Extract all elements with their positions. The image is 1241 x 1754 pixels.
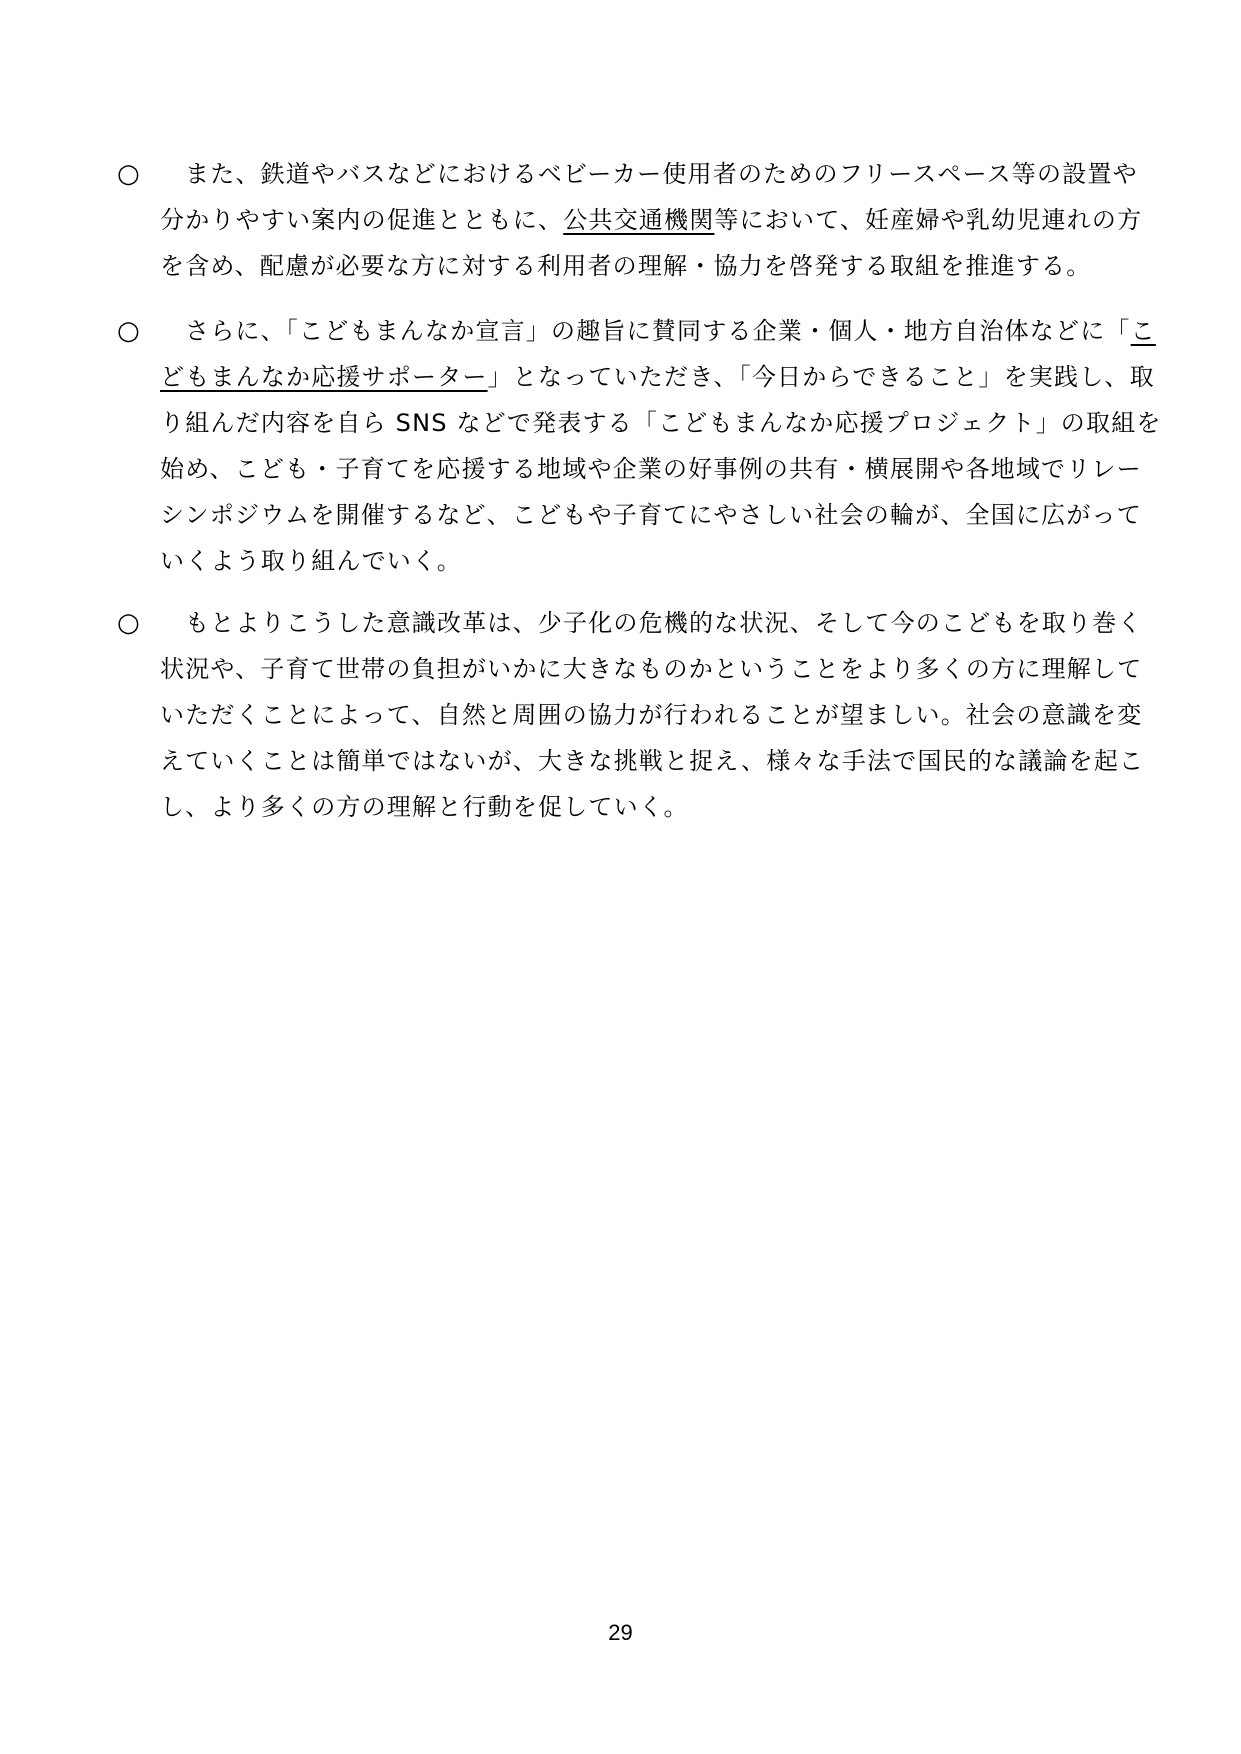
text-line [160, 784, 1140, 830]
text-span: いくよう取り組んでいく。 [160, 547, 462, 575]
text-span: り組んだ内容を自ら SNS などで発表する「こどもまんなか応援プロジェクト」の取組を [160, 409, 1162, 437]
bullet-marker: ○ [117, 316, 140, 346]
text-span: 始め、こども・子育てを応援する地域や企業の好事例の共有・横展開や各地域でリレー [160, 455, 1142, 483]
text-span: を含め、配慮が必要な方に対する利用者の理解・協力を啓発する取組を推進する。 [160, 252, 1092, 280]
page-number: 29 [608, 1620, 633, 1645]
text-span: また、鉄道やバスなどにおけるベビーカー使用者のためのフリースペース等の設置や [185, 160, 1138, 188]
text-line [160, 492, 1140, 538]
text-span: 」となっていただき、「今日からできること」を実践し、取 [487, 363, 1155, 391]
text-span: 等において、妊産婦や乳幼児連れの方 [714, 206, 1143, 234]
text-span: いただくことによって、自然と周囲の協力が行われることが望ましい。社会の意識を変 [160, 701, 1143, 729]
text-span: シンポジウムを開催するなど、こどもや子育てにやさしい社会の輪が、全国に広がって [160, 501, 1142, 529]
bullet-marker: ○ [117, 608, 140, 638]
underlined-term: どもまんなか応援サポーター [160, 363, 488, 391]
text-span: 状況や、子育て世帯の負担がいかに大きなものかということをより多くの方に理解して [160, 655, 1143, 683]
text-span: さらに、「こどもまんなか宣言」の趣旨に賛同する企業・個人・地方自治体などに「 [185, 317, 1131, 345]
text-line [160, 738, 1145, 784]
paragraph-text [160, 308, 1162, 584]
text-line [160, 600, 1143, 646]
text-line [160, 692, 1143, 738]
paragraph-text [160, 600, 1145, 830]
text-span: もとよりこうした意識改革は、少子化の危機的な状況、そして今のこどもを取り巻く [185, 609, 1143, 637]
text-line [160, 354, 1155, 400]
underlined-term: こ [1130, 317, 1156, 345]
text-line [160, 308, 1156, 354]
paragraph-text [160, 151, 1143, 289]
underlined-term: 公共交通機関 [563, 206, 715, 234]
text-span: 分かりやすい案内の促進とともに、 [160, 206, 564, 234]
text-line [160, 400, 1162, 446]
text-span: えていくことは簡単ではないが、大きな挑戦と捉え、様々な手法で国民的な議論を起こ [160, 747, 1145, 775]
text-line [160, 243, 1140, 289]
text-line [160, 446, 1140, 492]
text-line [160, 197, 1143, 243]
text-line [160, 538, 1140, 584]
text-span: し、より多くの方の理解と行動を促していく。 [160, 793, 689, 821]
text-line [160, 151, 1140, 197]
bullet-marker: ○ [117, 159, 140, 189]
text-line [160, 646, 1143, 692]
